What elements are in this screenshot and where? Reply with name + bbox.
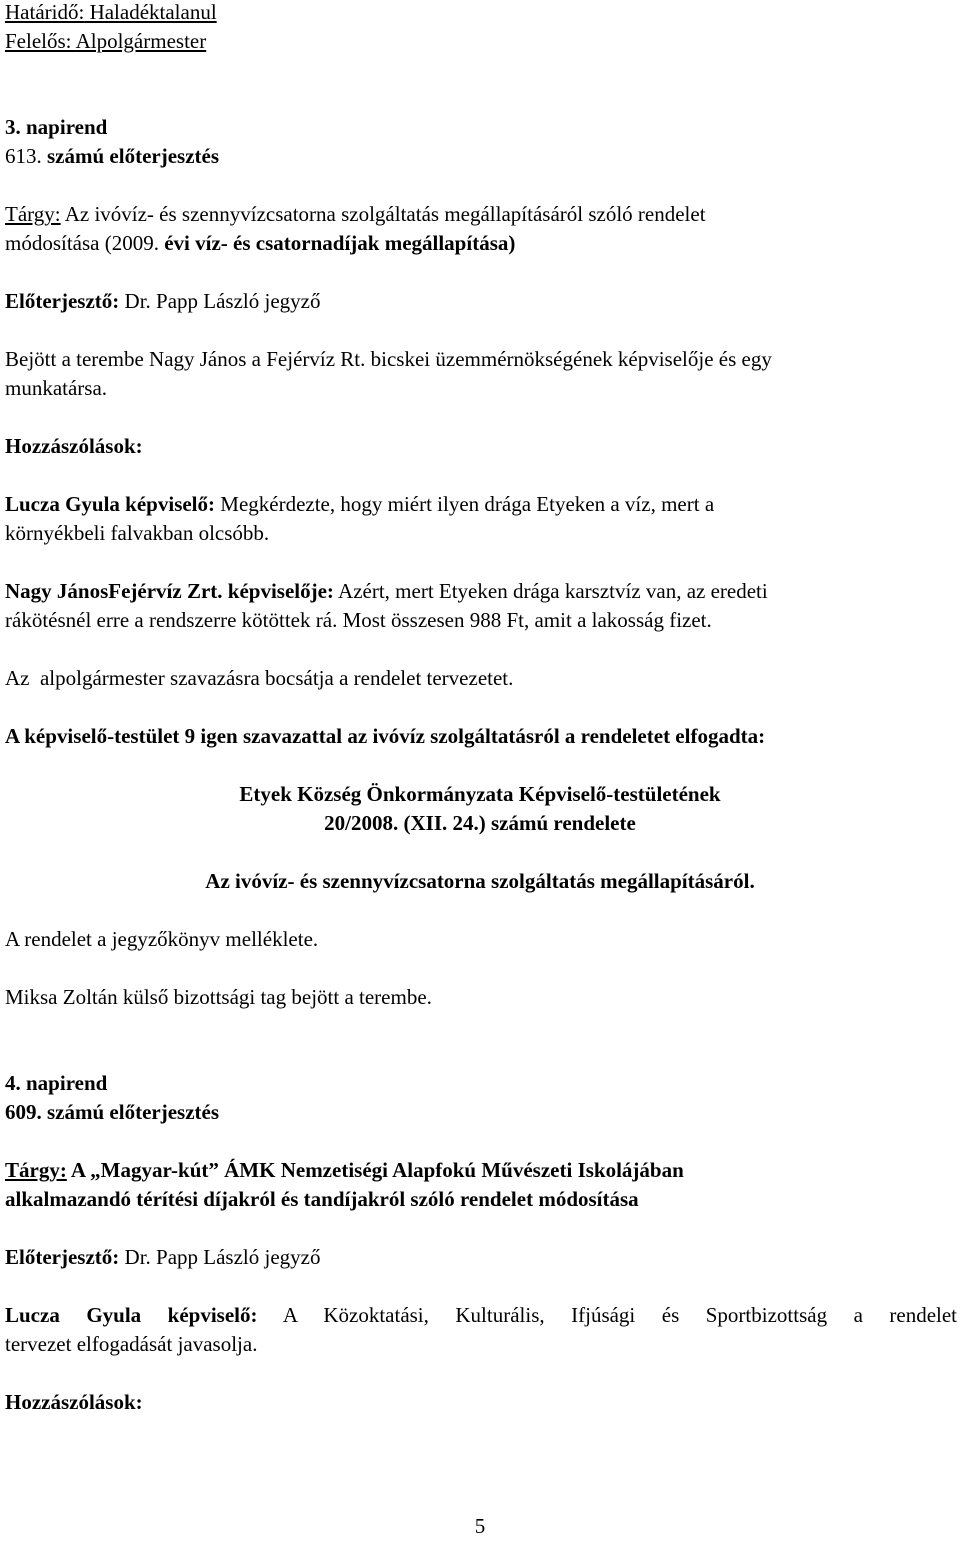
deadline-line — [5, 0, 217, 27]
page-number: 5 — [474, 1514, 486, 1538]
lucza-text: A Közoktatási, Kulturális, Ifjúsági és Sportbizottság a rendelet — [282, 1303, 958, 1327]
subject-label: Tárgy: — [5, 202, 61, 226]
subject-line-3b — [5, 229, 515, 258]
decree-title-2: 20/2008. (XII. 24.) számú rendelete — [324, 811, 636, 835]
subject-text-b: évi víz- és csatornadíjak megállapítása) — [164, 231, 516, 255]
presenter-dr: Dr. — [124, 1245, 151, 1269]
lucza-line-4-2: tervezet elfogadását javasolja. — [5, 1332, 258, 1356]
lucza-label: Lucza Gyula képviselő: — [5, 492, 216, 516]
subject-label: Tárgy: — [5, 1158, 67, 1182]
miksa-line: Miksa Zoltán külső bizottsági tag bejött a terembe. — [5, 985, 432, 1009]
proposal-line-4 — [5, 1098, 219, 1127]
decree-subject: Az ivóvíz- és szennyvízcsatorna szolgáltatás megállapításáról. — [205, 869, 755, 893]
agenda-heading-3: 3. napirend — [5, 115, 108, 139]
proposal-text: számú előterjesztés — [47, 144, 219, 168]
subject-text: Az ivóvíz- és szennyvízcsatorna szolgáltatás megállapításáról szóló rendelet — [64, 202, 706, 226]
presenter-line-4 — [5, 1243, 320, 1272]
subject-line-4b: alkalmazandó térítési díjakról és tandíjakról szóló rendelet módosítása — [5, 1187, 639, 1211]
presenter-line-3 — [5, 287, 320, 316]
comments-heading-4: Hozzászólások: — [5, 1390, 143, 1414]
responsible-line — [5, 27, 206, 56]
agenda-heading-4: 4. napirend — [5, 1071, 108, 1095]
lucza-line-1 — [5, 490, 714, 519]
deadline-value: Haladéktalanul — [89, 0, 217, 24]
subject-line-4a — [5, 1156, 684, 1185]
presenter-name: Papp László jegyző — [156, 1245, 321, 1269]
proposal-number: 613. — [5, 144, 42, 168]
comments-heading-3: Hozzászólások: — [5, 434, 143, 458]
nagy-line-1 — [5, 577, 768, 606]
lucza-label: Lucza Gyula képviselő: — [5, 1303, 258, 1327]
decision-line: A képviselő-testület 9 igen szavazattal az ivóvíz szolgáltatásról a rendeletet elfogadta: — [5, 724, 766, 748]
vote-call: Az alpolgármester szavazásra bocsátja a rendelet tervezetet. — [5, 666, 514, 690]
decree-title-1: Etyek Község Önkormányzata Képviselő-testületének — [239, 782, 721, 806]
subject-text-a: módosítása (2009. — [5, 231, 159, 255]
proposal-number: 609. — [5, 1100, 42, 1124]
annex-line: A rendelet a jegyzőkönyv melléklete. — [5, 927, 319, 951]
subject-line-3a — [5, 200, 706, 229]
presenter-dr: Dr. — [124, 289, 151, 313]
nagy-line-2: rákötésnél erre a rendszerre kötöttek rá. Most összesen 988 Ft, amit a lakosság fizet. — [5, 608, 712, 632]
presenter-name: Papp László jegyző — [156, 289, 321, 313]
subject-text: A „Magyar-kút” ÁMK Nemzetiségi Alapfokú Művészeti Iskolájában — [70, 1158, 684, 1182]
proposal-line-3 — [5, 142, 219, 171]
lucza-text: Megkérdezte, hogy miért ilyen drága Etyeken a víz, mert a — [220, 492, 715, 516]
nagy-label: Nagy JánosFejérvíz Zrt. képviselője: — [5, 579, 334, 603]
responsible-value: Alpolgármester — [75, 29, 207, 53]
lucza-line-2: környékbeli falvakban olcsóbb. — [5, 521, 270, 545]
presenter-label: Előterjesztő: — [5, 289, 120, 313]
presenter-label: Előterjesztő: — [5, 1245, 120, 1269]
entered-line-2: munkatársa. — [5, 376, 108, 400]
proposal-text: számú előterjesztés — [47, 1100, 219, 1124]
responsible-label: Felelős: — [5, 29, 72, 53]
nagy-text: Azért, mert Etyeken drága karsztvíz van, az eredeti — [338, 579, 768, 603]
entered-line-1: Bejött a terembe Nagy János a Fejérvíz Rt. bicskei üzemmérnökségének képviselője és egy — [5, 347, 772, 371]
lucza-line-4-1 — [5, 1301, 957, 1330]
deadline-label: Határidő: — [5, 0, 85, 24]
